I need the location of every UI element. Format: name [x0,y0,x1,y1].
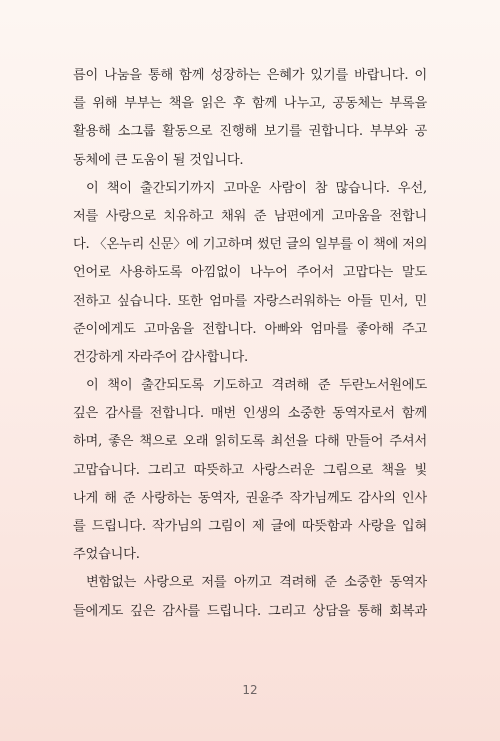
body-text [73,62,427,626]
text-line: 저를 사랑으로 치유하고 채워 준 남편에게 고마움을 전합니 [73,208,427,224]
text-line: 름이 나눔을 통해 함께 성장하는 은혜가 있기를 바랍니다. 이 [73,68,427,83]
text-line: 이 책이 출간되기까지 고마운 사람이 참 많습니다. 우선, [86,180,427,196]
text-line: 변함없는 사랑으로 저를 아끼고 격려해 준 소중한 동역자 [86,575,427,591]
text-line: 고맙습니다. 그리고 따뜻하고 사랑스러운 그림으로 책을 빛 [73,462,427,478]
text-line: 나게 해 준 사랑하는 동역자, 권윤주 작가님께도 감사의 인사 [73,490,427,506]
text-line: 언어로 사용하도록 아낌없이 나누어 주어서 고맙다는 말도 [73,265,427,281]
paragraph-1 [73,62,427,175]
text-line: 동체에 큰 도움이 될 것입니다. [73,152,244,168]
text-line: 건강하게 자라주어 감사합니다. [73,349,248,365]
text-line: 전하고 싶습니다. 또한 엄마를 자랑스러워하는 아들 민서, 민 [73,293,427,309]
paragraph-3 [73,372,427,569]
text-line: 주었습니다. [73,547,140,563]
text-line: 들에게도 깊은 감사를 드립니다. 그리고 상담을 통해 회복과 [73,603,427,619]
text-line: 를 위해 부부는 책을 읽은 후 함께 나누고, 공동체는 부록을 [73,96,427,112]
text-line: 를 드립니다. 작가님의 그림이 제 글에 따뜻함과 사랑을 입혀 [73,519,427,534]
text-line: 이 책이 출간되도록 기도하고 격려해 준 두란노서원에도 [86,378,427,394]
page-number: 12 [242,683,258,697]
text-line: 다. 〈온누리 신문〉에 기고하며 썼던 글의 일부를 이 책에 저의 [73,237,427,253]
text-line: 깊은 감사를 전합니다. 매번 인생의 소중한 동역자로서 함께 [73,406,427,422]
text-line: 활용해 소그룹 활동으로 진행해 보기를 권합니다. 부부와 공 [73,124,427,140]
paragraph-2 [73,175,427,372]
paragraph-4 [73,569,427,625]
text-line: 준이에게도 고마움을 전합니다. 아빠와 엄마를 좋아해 주고 [73,321,427,337]
text-line: 하며, 좋은 책으로 오래 읽히도록 최선을 다해 만들어 주셔서 [73,434,427,450]
